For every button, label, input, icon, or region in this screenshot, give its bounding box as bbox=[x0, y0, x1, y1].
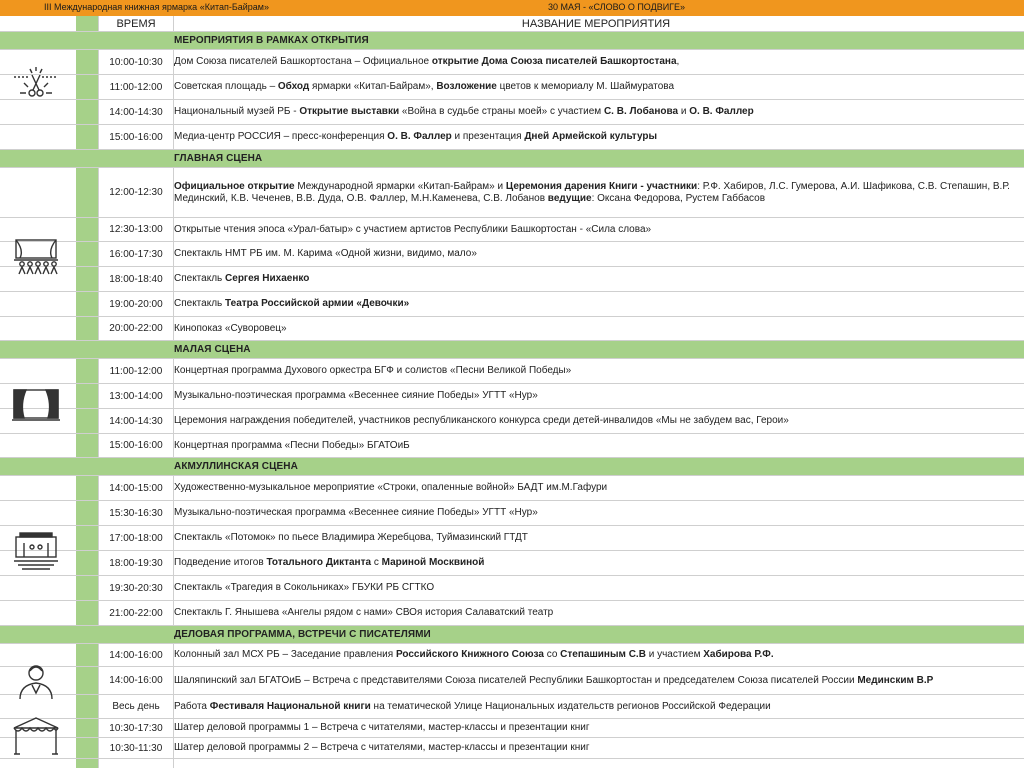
event-description bbox=[174, 409, 1018, 433]
event-text-part: и презентация bbox=[451, 131, 525, 142]
event-time: 13:00-14:00 bbox=[109, 390, 163, 402]
event-row bbox=[0, 359, 1024, 384]
small-stage-icon bbox=[10, 386, 62, 426]
event-row bbox=[0, 576, 1024, 601]
name-column-header: НАЗВАНИЕ МЕРОПРИЯТИЯ bbox=[521, 17, 671, 30]
event-text bbox=[174, 440, 410, 452]
event-description bbox=[174, 738, 1018, 758]
event-description bbox=[174, 384, 1018, 408]
event-row bbox=[0, 526, 1024, 551]
tent-icon bbox=[10, 716, 62, 756]
event-description bbox=[174, 242, 1018, 266]
top-banner bbox=[0, 0, 1024, 16]
event-text-part: Музыкально-поэтическая программа «Весеннее сияние Победы» УГТТ «Нур» bbox=[174, 390, 538, 401]
event-text-part: Подведение итогов bbox=[174, 557, 267, 568]
event-text-bold: Дней Армейской культуры bbox=[524, 131, 658, 142]
event-text-part: : Оксана Федорова, Рустем Габбасов bbox=[591, 192, 766, 204]
event-text-part: Концертная программа «Песни Победы» БГАТОиБ bbox=[174, 439, 410, 451]
event-time: Весь день bbox=[112, 701, 160, 712]
event-description bbox=[174, 644, 1018, 666]
event-text-bold: Возложение bbox=[436, 81, 497, 92]
event-row bbox=[0, 601, 1024, 626]
event-text bbox=[174, 298, 409, 310]
event-time: 20:00-22:00 bbox=[109, 323, 163, 334]
event-text-bold: Открытие выставки bbox=[299, 106, 400, 117]
event-time: 21:00-22:00 bbox=[109, 607, 163, 619]
event-text-part: Спектакль Г. Янышева «Ангелы рядом с нами» СВОя история Салаватский театр bbox=[174, 607, 554, 618]
event-time: 10:30-11:30 bbox=[109, 742, 163, 754]
event-text-part: на тематической Улице Национальных издательств регионов Российской Федерации bbox=[370, 700, 771, 712]
event-text bbox=[174, 365, 571, 377]
event-row bbox=[0, 242, 1024, 267]
event-text bbox=[174, 482, 607, 494]
event-description bbox=[174, 100, 1018, 124]
event-description bbox=[174, 695, 1018, 718]
event-description bbox=[174, 292, 1018, 316]
event-text bbox=[174, 649, 774, 661]
event-text-part: Спектакль НМТ РБ им. М. Карима «Одной жизни, видимо, мало» bbox=[174, 248, 477, 259]
time-column-header: ВРЕМЯ bbox=[116, 17, 156, 30]
event-row bbox=[0, 409, 1024, 434]
event-description bbox=[174, 317, 1018, 340]
event-row bbox=[0, 501, 1024, 526]
event-text-part: Шатер деловой программы 1 – Встреча с читателями, мастер-классы и презентации книг bbox=[174, 722, 590, 733]
event-text bbox=[174, 390, 538, 402]
event-text bbox=[174, 273, 309, 285]
event-row bbox=[0, 695, 1024, 719]
event-description bbox=[174, 576, 1018, 600]
event-row bbox=[0, 100, 1024, 125]
event-description bbox=[174, 434, 1018, 457]
event-text-part: «Война в судьбе страны моей» с участием bbox=[399, 106, 604, 117]
event-time: 14:00-14:30 bbox=[109, 415, 163, 427]
event-time: 14:00-14:30 bbox=[109, 106, 163, 118]
event-text bbox=[174, 607, 553, 619]
column-header-row bbox=[0, 16, 1024, 32]
event-time: 15:30-16:30 bbox=[109, 507, 163, 519]
event-time: 18:00-19:30 bbox=[109, 557, 163, 569]
event-text-part: и участием bbox=[645, 649, 704, 660]
event-text-part: Открытые чтения эпоса «Урал-батыр» с участием артистов Республики Башкортостан - «Сила слова» bbox=[174, 223, 652, 235]
event-time: 17:00-18:00 bbox=[109, 532, 163, 544]
section-header-row bbox=[0, 341, 1024, 359]
event-text bbox=[174, 722, 590, 734]
event-time: 12:00-12:30 bbox=[109, 187, 163, 198]
event-text-part: Шаляпинский зал БГАТОиБ – Встреча с представителями Союза писателей Республики Башкортостан и председателем Союза писателей России bbox=[174, 674, 858, 686]
event-text bbox=[174, 106, 754, 118]
event-time: 19:00-20:00 bbox=[109, 298, 163, 310]
event-text-part: со bbox=[543, 649, 561, 660]
event-row bbox=[0, 292, 1024, 317]
event-text bbox=[174, 131, 657, 143]
event-time: 14:00-16:00 bbox=[109, 649, 163, 661]
event-row bbox=[0, 75, 1024, 100]
event-text bbox=[174, 56, 679, 68]
event-text-part: Национальный музей РБ - bbox=[174, 106, 300, 117]
event-time: 14:00-15:00 bbox=[109, 482, 163, 494]
event-time: 16:00-17:30 bbox=[109, 248, 163, 260]
event-text bbox=[174, 742, 590, 754]
event-text-bold: Мариной Москвиной bbox=[381, 557, 485, 568]
event-text bbox=[174, 248, 477, 260]
event-row bbox=[0, 738, 1024, 759]
event-row bbox=[0, 667, 1024, 695]
event-description bbox=[174, 476, 1018, 500]
section-header-row bbox=[0, 626, 1024, 644]
event-text-part: Художественно-музыкальное мероприятие «Строки, опаленные войной» БАДТ им.М.Гафури bbox=[174, 482, 608, 493]
event-text-bold: Театра Российской армии «Девочки» bbox=[225, 298, 410, 309]
event-text-part: , bbox=[676, 56, 680, 67]
event-row bbox=[0, 125, 1024, 150]
event-time: 14:00-16:00 bbox=[109, 675, 163, 686]
event-description bbox=[174, 218, 1018, 241]
event-text-bold: О. В. Фаллер bbox=[387, 131, 452, 142]
event-text-bold: Церемония дарения Книги - участники bbox=[505, 180, 698, 192]
event-description bbox=[174, 501, 1018, 525]
section-title: МЕРОПРИЯТИЯ В РАМКАХ ОТКРЫТИЯ bbox=[174, 34, 369, 46]
event-description bbox=[174, 168, 1018, 217]
section-title: МАЛАЯ СЦЕНА bbox=[174, 343, 251, 355]
section-title: ДЕЛОВАЯ ПРОГРАММА, ВСТРЕЧИ С ПИСАТЕЛЯМИ bbox=[174, 628, 431, 640]
event-text-part: Советская площадь – bbox=[174, 81, 278, 92]
event-description bbox=[174, 601, 1018, 625]
event-description bbox=[174, 526, 1018, 550]
event-row bbox=[0, 267, 1024, 292]
event-row bbox=[0, 719, 1024, 738]
event-text-bold: Степашиным С.В bbox=[560, 649, 646, 660]
event-text bbox=[174, 81, 674, 93]
fair-title: III Международная книжная ярмарка «Китап-Байрам» bbox=[44, 2, 270, 12]
event-text-bold: Обход bbox=[277, 81, 310, 92]
event-text bbox=[174, 224, 651, 236]
section-title: ГЛАВНАЯ СЦЕНА bbox=[174, 152, 263, 164]
ribbon-cutting-icon bbox=[10, 63, 62, 103]
event-row bbox=[0, 434, 1024, 458]
event-text bbox=[174, 557, 484, 569]
event-text-bold: Фестиваля Национальной книги bbox=[209, 700, 371, 712]
event-description bbox=[174, 667, 1018, 694]
event-text-bold: О. В. Фаллер bbox=[689, 106, 754, 117]
event-text-part: цветов к мемориалу М. Шаймуратова bbox=[496, 81, 675, 92]
event-text-part: : Р.Ф. Хабиров, Л.С. Гумерова, А.И. Шафикова, С.В. Степашин, В.Р. Мединский, К.В. Чеченев, В.В. Дуда, О.В. Фаллер, М.Н.Каменева, С.В. Лобанов bbox=[174, 180, 1010, 204]
event-text-part: Церемония награждения победителей, участников республиканского конкурса среди детей-инвалидов «Мы не забудем вас, Герои» bbox=[174, 415, 789, 426]
event-description bbox=[174, 359, 1018, 383]
event-text-part: Музыкально-поэтическая программа «Весеннее сияние Победы» УГТТ «Нур» bbox=[174, 507, 538, 518]
event-text-part: ярмарки «Китап-Байрам», bbox=[309, 81, 437, 92]
event-text-part: Концертная программа Духового оркестра БГФ и солистов «Песни Великой Победы» bbox=[174, 365, 572, 376]
event-text-bold: Мединским В.Р bbox=[857, 674, 934, 686]
section-header-row bbox=[0, 458, 1024, 476]
event-time: 12:30-13:00 bbox=[109, 224, 163, 235]
day-theme: 30 МАЯ - «СЛОВО О ПОДВИГЕ» bbox=[548, 2, 686, 12]
event-time: 10:00-10:30 bbox=[109, 56, 163, 68]
event-text-bold: С. В. Лобанова bbox=[603, 106, 679, 117]
event-text bbox=[174, 507, 538, 519]
section-header-row bbox=[0, 32, 1024, 50]
event-text-part: Шатер деловой программы 2 – Встреча с читателями, мастер-классы и презентации книг bbox=[174, 742, 590, 753]
event-text-part: и bbox=[678, 106, 690, 117]
event-text bbox=[174, 675, 933, 687]
section-header-row bbox=[0, 150, 1024, 168]
event-time: 19:30-20:30 bbox=[109, 582, 163, 594]
event-description bbox=[174, 50, 1018, 74]
event-text-part: Медиа-центр РОССИЯ – пресс-конференция bbox=[174, 131, 388, 142]
event-text-part: с bbox=[371, 557, 382, 568]
open-stage-icon bbox=[10, 531, 62, 571]
event-text-bold: открытие Дома Союза писателей Башкортостана bbox=[431, 56, 677, 67]
event-text bbox=[174, 582, 434, 594]
schedule-table bbox=[0, 16, 1024, 768]
event-text-part: Спектакль bbox=[174, 273, 226, 284]
event-text bbox=[174, 323, 287, 335]
event-description bbox=[174, 267, 1018, 291]
event-text-bold: Официальное открытие bbox=[174, 180, 295, 192]
event-text-part: Спектакль bbox=[174, 298, 226, 309]
event-row bbox=[0, 551, 1024, 576]
event-row bbox=[0, 50, 1024, 75]
event-description bbox=[174, 719, 1018, 737]
event-time: 15:00-16:00 bbox=[109, 131, 163, 143]
event-row bbox=[0, 384, 1024, 409]
event-time: 15:00-16:00 bbox=[109, 440, 163, 451]
event-time: 11:00-12:00 bbox=[109, 81, 163, 93]
event-time: 11:00-12:00 bbox=[109, 365, 163, 377]
event-text-bold: ведущие bbox=[547, 192, 592, 204]
event-time: 10:30-17:30 bbox=[109, 722, 163, 734]
event-text-bold: Хабирова Р.Ф. bbox=[703, 649, 774, 660]
event-row bbox=[0, 168, 1024, 218]
event-text-part: Международной ярмарки «Китап-Байрам» и bbox=[294, 180, 506, 192]
event-row bbox=[0, 218, 1024, 242]
event-description bbox=[174, 125, 1018, 149]
event-row bbox=[0, 317, 1024, 341]
event-text bbox=[174, 701, 771, 713]
event-text-bold: Тотального Диктанта bbox=[266, 557, 372, 568]
event-text-part: Спектакль «Трагедия в Сокольниках» ГБУКИ РБ СГТКО bbox=[174, 582, 435, 593]
event-description bbox=[174, 75, 1018, 99]
event-text-part: Колонный зал МСХ РБ – Заседание правления bbox=[174, 649, 396, 660]
event-description bbox=[174, 551, 1018, 575]
event-row bbox=[0, 644, 1024, 667]
event-text-part: Спектакль «Потомок» по пьесе Владимира Жеребцова, Туймазинский ГТДТ bbox=[174, 532, 528, 543]
event-text bbox=[174, 181, 1018, 205]
event-text bbox=[174, 532, 528, 544]
event-text-part: Работа bbox=[174, 700, 210, 712]
speaker-icon bbox=[10, 661, 62, 701]
event-time: 18:00-18:40 bbox=[109, 273, 163, 285]
event-row bbox=[0, 476, 1024, 501]
event-text-bold: Сергея Нихаенко bbox=[225, 273, 310, 284]
event-text-part: Дом Союза писателей Башкортостана – Официальное bbox=[174, 56, 432, 67]
event-text-part: Кинопоказ «Суворовец» bbox=[174, 322, 287, 334]
event-text-bold: Российского Книжного Союза bbox=[395, 649, 544, 660]
event-text bbox=[174, 415, 789, 427]
main-stage-icon bbox=[10, 238, 62, 278]
section-title: АКМУЛЛИНСКАЯ СЦЕНА bbox=[174, 460, 298, 472]
